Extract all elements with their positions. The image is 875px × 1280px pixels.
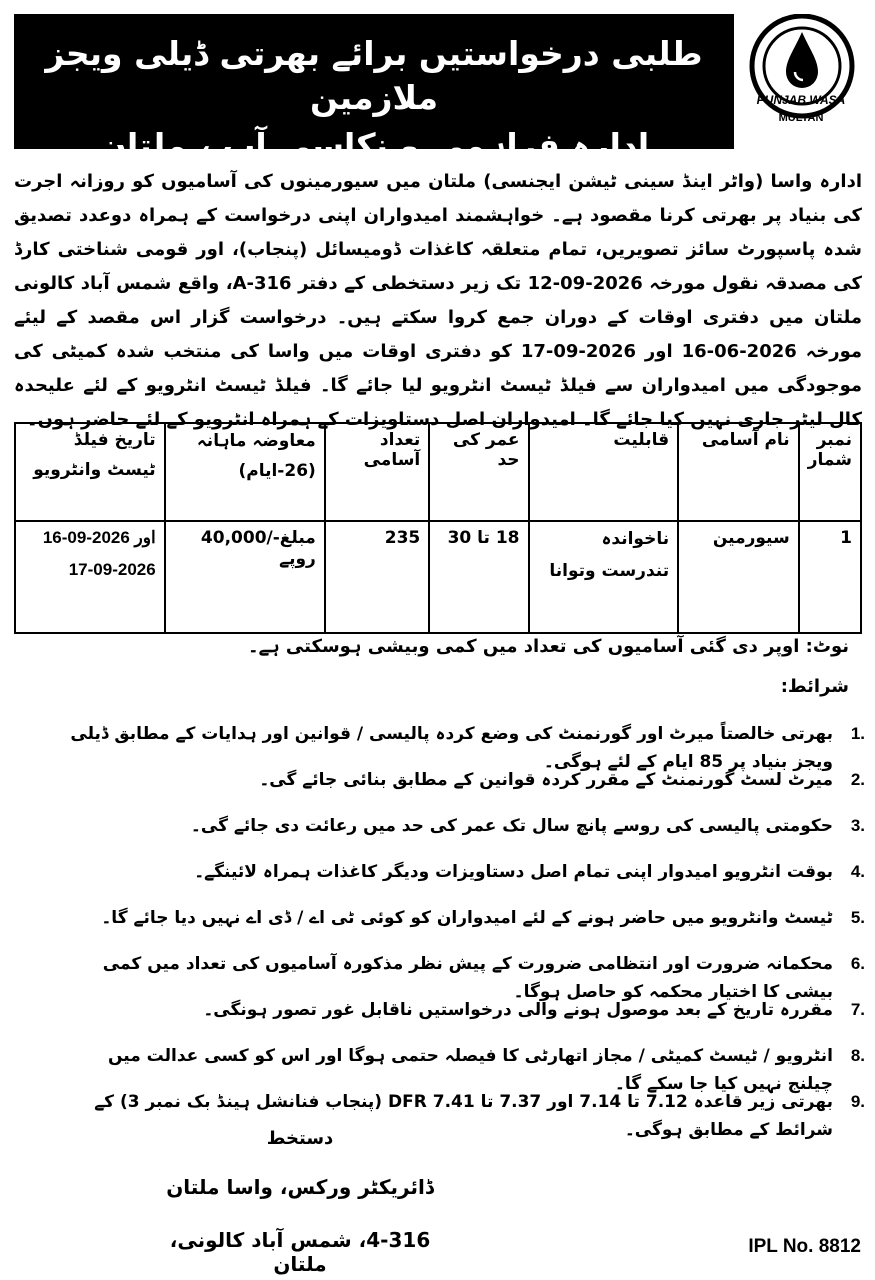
condition-number: 1. — [850, 724, 865, 743]
note-text: نوٹ: اوپر دی گئی آسامیوں کی تعداد میں کمی وبیشی ہوسکتی ہے۔ — [248, 636, 849, 657]
header-subtitle: ادارہ فراہمی و نکاسی آب ، ملتان — [98, 126, 650, 165]
cell-count: 235 — [325, 521, 429, 633]
header-age: عمر کی حد — [429, 423, 528, 521]
condition-text: بھرتی زیر قاعدہ 7.12 تا 7.14 اور 7.37 تا 7.41 DFR (پنجاب فنانشل ہینڈ بک نمبر 3) کے شرائط کے مطابق ہوگی۔ — [94, 1092, 833, 1140]
header-pay — [165, 423, 325, 521]
header-count: تعداد آسامی — [325, 423, 429, 521]
cell-qualification-line2: تندرست وتوانا — [549, 561, 670, 581]
header-date-line2: ٹیسٹ وانٹرویو — [33, 460, 156, 480]
logo-text: PUNJAB WASA — [756, 93, 846, 107]
list-item — [60, 720, 865, 772]
header-post: نام آسامی — [678, 423, 799, 521]
conditions-title: شرائط: — [780, 676, 849, 697]
posts-table — [14, 422, 862, 634]
header-date-line1: تاریخ فیلڈ — [73, 430, 156, 450]
header-date — [15, 423, 165, 521]
condition-number: 4. — [850, 862, 865, 881]
logo-city: MULTAN — [778, 112, 824, 124]
cell-pay: مبلغ-/40,000 روپے — [165, 521, 325, 633]
signature-address: 4-316، شمس آباد کالونی، ملتان — [169, 1228, 431, 1276]
header-serial: نمبر شمار — [799, 423, 861, 521]
condition-text: مقررہ تاریخ کے بعد موصول ہونے والی درخواستیں ناقابل غور تصور ہونگی۔ — [203, 1000, 833, 1020]
header-pay-line1: معاوضہ ماہانہ — [196, 431, 316, 451]
condition-number: 8. — [850, 1046, 865, 1065]
condition-text: بوقت انٹرویو امیدوار اپنی تمام اصل دستاویزات ودیگر کاغذات ہمراہ لائینگے۔ — [194, 862, 833, 882]
list-item — [60, 950, 865, 1002]
cell-date-line1: 16-09-2026 اور — [42, 528, 156, 547]
list-item — [60, 766, 865, 812]
cell-qualification-line1: ناخواندہ — [601, 529, 670, 549]
condition-number: 3. — [850, 816, 865, 835]
list-item — [60, 812, 865, 858]
header-title: طلبی درخواستیں برائے بھرتی ڈیلی ویجز ملازمین — [45, 34, 703, 117]
list-item — [60, 904, 865, 950]
cell-post: سیورمین — [678, 521, 799, 633]
signature-label: دستخط — [266, 1128, 334, 1149]
condition-number: 5. — [850, 908, 865, 927]
list-item — [60, 996, 865, 1042]
condition-text: میرٹ لسٹ گورنمنٹ کے مقرر کردہ قوانین کے مطابق بنائی جائے گی۔ — [259, 770, 833, 790]
wasa-logo-icon — [742, 14, 862, 144]
header-banner — [14, 14, 734, 165]
ipl-number: IPL No. 8812 — [748, 1236, 861, 1257]
condition-text: ٹیسٹ وانٹرویو میں حاضر ہونے کے لئے امیدواران کو کوئی ٹی اے / ڈی اے نہیں دیا جائے گا۔ — [101, 908, 833, 928]
cell-date-line2: 17-09-2026 — [68, 560, 156, 579]
header-qualification: قابلیت — [529, 423, 679, 521]
header-pay-line2: (26-ایام) — [238, 461, 316, 481]
list-item — [60, 1042, 865, 1094]
signature-title: ڈائریکٹر ورکس، واسا ملتان — [166, 1175, 434, 1199]
intro-paragraph: ادارہ واسا (واٹر اینڈ سینی ٹیشن ایجنسی) ملتان میں سیورمینوں کی آسامیوں کو روزانہ اجرت کی بنیاد پر بھرتی کرنا مقصود ہے۔ خواہشمند امیدواران اپنی درخواست کے ہمراہ دوعدد تصدیق شدہ پاسپورٹ سائز تصویریں، تمام متعلقہ کاغذات ڈومیسائل (پنجاب)، اور قومی شناختی کارڈ کی مصدقہ نقول مورخہ 2026-09-12 تک زیر دستخطی کے دفتر A-316، واقع شمس آباد کالونی ملتان میں دفتری اوقات کے دوران جمع کروا سکتے ہیں۔ درخواست گزار اس مقصد کے لیئے مورخہ 2026-06-16 اور 2026-09-17 کو دفتری اوقات میں واسا کی منتخب شدہ کمیٹی کی موجودگی میں امیدواران سے فیلڈ ٹیسٹ انٹرویو لیا جائے گا۔ فیلڈ ٹیسٹ انٹرویو کے لئے علیحدہ کال لیٹر جاری نہیں کیا جائے گا۔ امیدواران اصل دستاویزات کے ہمراہ انٹرویو کے لئے حاضر ہوں۔ — [14, 171, 863, 430]
cell-serial: 1 — [799, 521, 861, 633]
condition-text: انٹرویو / ٹیسٹ کمیٹی / مجاز اتھارٹی کا فیصلہ حتمی ہوگا اور اس کو کسی عدالت میں چیلنج نہیں کیا جا سکے گا۔ — [107, 1046, 833, 1094]
condition-number: 2. — [850, 770, 865, 789]
list-item — [60, 858, 865, 904]
condition-number: 6. — [850, 954, 865, 973]
condition-text: بھرتی خالصتاً میرٹ اور گورنمنٹ کی وضع کردہ پالیسی / قوانین اور ہدایات کے مطابق ڈیلی ویجز بنیاد پر 85 ایام کے لئے ہوگی۔ — [70, 724, 833, 772]
cell-qualification — [529, 521, 679, 633]
table-header-row — [15, 423, 861, 521]
condition-text: محکمانہ ضرورت اور انتظامی ضرورت کے پیش نظر مذکورہ آسامیوں کی تعداد میں کمی بیشی کا اختیار محکمہ کو حاصل ہوگا۔ — [102, 954, 833, 1002]
condition-text: حکومتی پالیسی کی روسے پانچ سال تک عمر کی حد میں رعائت دی جائے گی۔ — [190, 816, 833, 836]
cell-date — [15, 521, 165, 633]
cell-age: 18 تا 30 — [429, 521, 528, 633]
condition-number: 9. — [850, 1092, 865, 1111]
condition-number: 7. — [850, 1000, 865, 1019]
table-row — [15, 521, 861, 633]
